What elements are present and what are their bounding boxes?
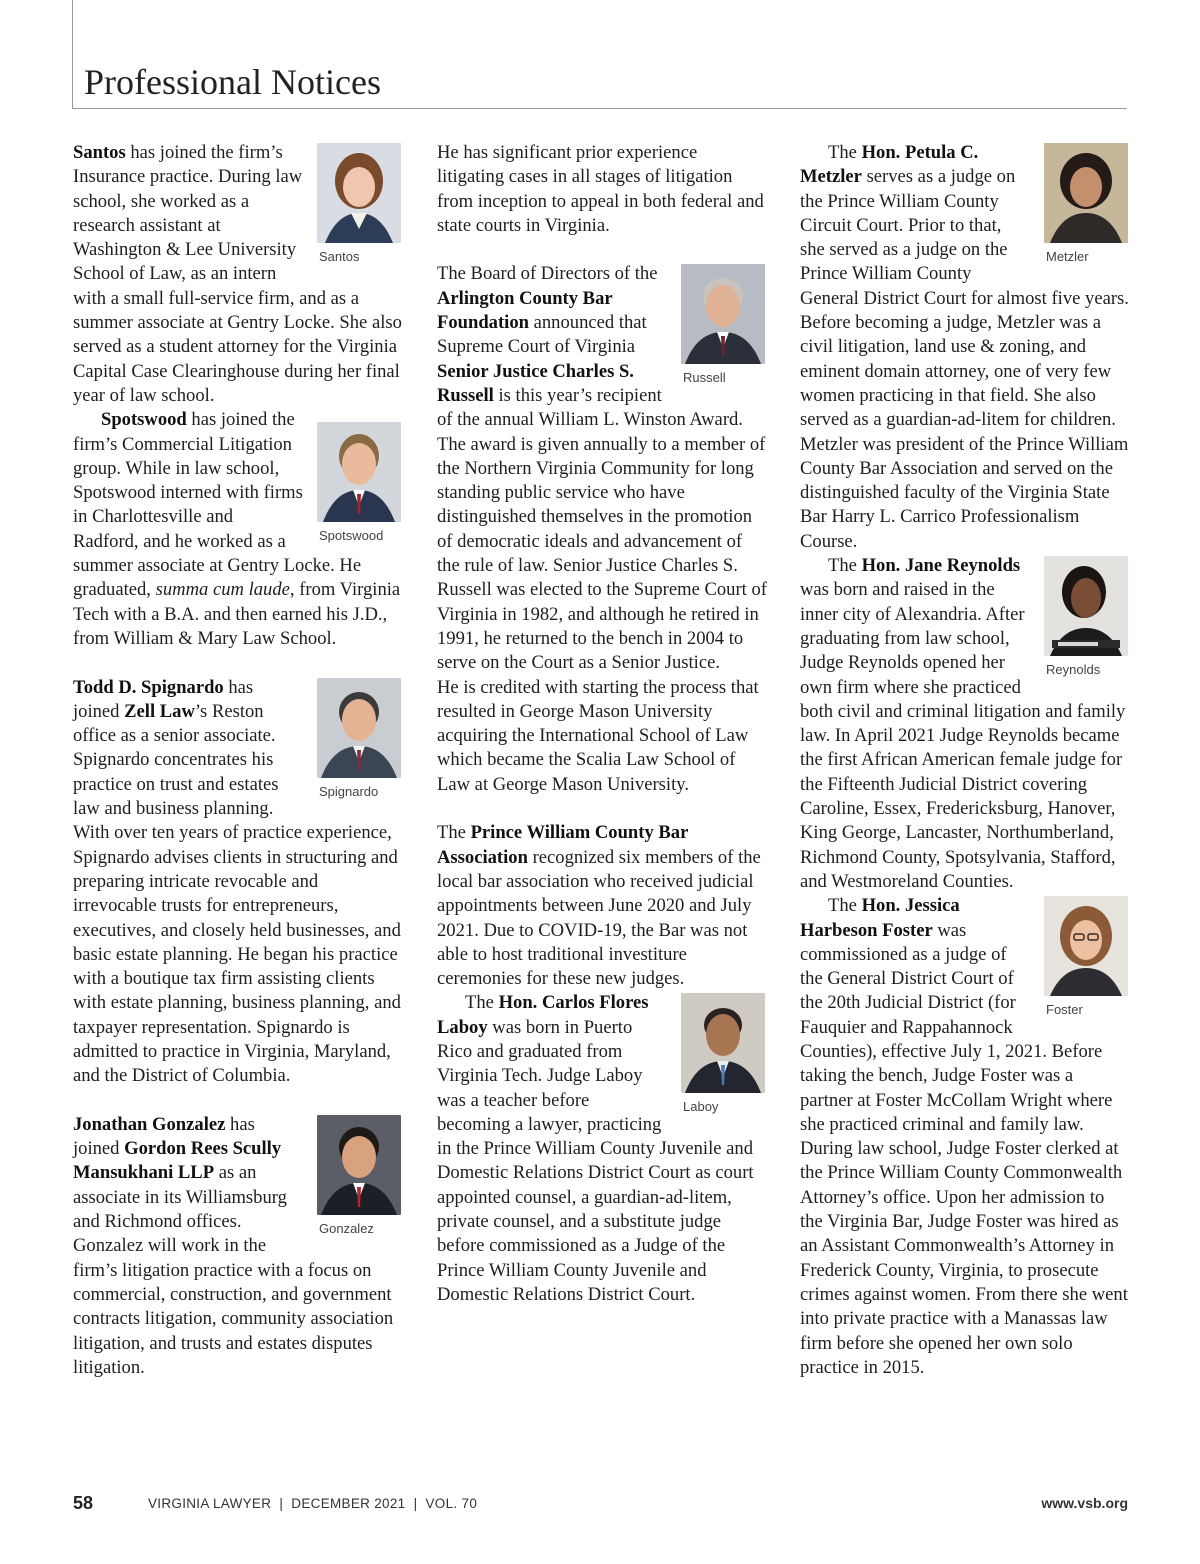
portrait-santos — [317, 143, 401, 271]
column-1 — [73, 141, 403, 1380]
portrait-spignardo — [317, 678, 401, 806]
notice-laboy: The Hon. Carlos Flores Laboy was born in Puerto Rico and graduated from Virginia Tech. Judge Laboy was a teacher before becoming a lawyer, practicing in the Prince William County Juvenile and Domestic Relations District Court as court appointed counsel, a guardian-ad-litem, private counsel, and a substitute judge before commissioned as a Judge of the Prince William County Juvenile and Domestic Relations District Court. — [437, 992, 754, 1305]
person-name: Senior Justice Charles S. Russell — [437, 360, 634, 406]
spotswood-photo — [317, 422, 401, 522]
notice-russell: The Board of Directors of the Arlington County Bar Foundation announced that Supreme Court of Virginia Senior Justice Charles S. Russell is this year’s recipient of the annual William L. Winston Award. The award is given annually to a member of the Northern Virginia Community for long standing public service who have distinguished themselves in the promotion of democratic ideals and advancement of the rule of law. Senior Justice Charles S. Russell was elected to the Supreme Court of Virginia in 1982, and although he retired in 1991, he returned to the bench in 2004 to serve on the Court as a Senior Justice. — [437, 263, 767, 674]
russell-photo — [681, 264, 765, 364]
org-name: Arlington County Bar Foundation — [437, 287, 613, 334]
firm-name: Gordon Rees Scully Mansukhani LLP — [73, 1138, 282, 1184]
portrait-foster — [1044, 896, 1128, 1024]
notice-russell-continued: He is credited with starting the process that resulted in George Mason University acquiring the International School of Law which became the Scalia Law School of Law at George Mason University. — [437, 676, 759, 795]
laboy-photo — [681, 993, 765, 1093]
portrait-spotswood — [317, 422, 401, 550]
person-name: Santos — [73, 142, 126, 163]
photo-caption: Gonzalez — [319, 1220, 374, 1236]
notice-continued: He has significant prior experience litigating cases in all stages of litigation from inception to appeal in both federal and state courts in Virginia. — [437, 142, 764, 236]
column-3 — [800, 141, 1130, 1380]
website-url: www.vsb.org — [1041, 1495, 1128, 1511]
photo-caption: Santos — [319, 249, 360, 264]
portrait-russell — [681, 264, 765, 392]
portrait-laboy — [681, 993, 765, 1121]
notice-reynolds: The Hon. Jane Reynolds was born and raised in the inner city of Alexandria. After graduating from law school, Judge Reynolds opened her own firm where she practiced both civil and criminal litigation and family law. In April 2021 Judge Reynolds became the first African American female judge for the Fifteenth Judicial District covering Caroline, Essex, Fredericksburg, Hanover, King George, Lancaster, Northumberland, Richmond County, Spotsylvania, Stafford, and Westmoreland Counties. — [800, 555, 1126, 892]
spignardo-photo — [317, 678, 401, 778]
firm-name: Zell Law — [124, 700, 195, 722]
page-number: 58 — [73, 1493, 94, 1513]
photo-caption: Reynolds — [1046, 662, 1101, 678]
photo-caption: Spotswood — [319, 528, 384, 544]
org-name: Prince William County Bar Association — [437, 822, 689, 868]
notice-santos: Santos has joined the firm’s Insurance practice. During law school, she worked as a research assistant at Washington & Lee University School of Law, as an intern with a small full-service firm, and as a summer associate at Gentry Locke. She also served as a student attorney for the Virginia Capital Case Clearinghouse during her final year of law school. — [73, 142, 402, 406]
reynolds-photo — [1044, 556, 1128, 656]
person-name: Spotswood — [101, 409, 187, 431]
column-2 — [437, 141, 767, 1307]
notice-pwcba: The Prince William County Bar Association recognized six members of the local bar association who received judicial appointments between June 2020 and July 2021. Due to COVID-19, the Bar was not able to host traditional investiture ceremonies for these new judges. — [437, 822, 761, 990]
foster-photo — [1044, 896, 1128, 996]
notice-metzler: The Hon. Petula C. Metzler serves as a judge on the Prince William County Circuit Court. Prior to that, she served as a judge on the Prince William County General District Court for almost five years. Before becoming a judge, Metzler was a civil litigation, land use & zoning, and eminent domain attorney, one of very few women practicing in that field. She also served as a guardian-ad-litem for children. Metzler was president of the Prince William County Bar Association and served on the distinguished faculty of the Virginia State Bar Harry L. Carrico Professionalism Course. — [800, 142, 1129, 552]
notice-gonzalez: Jonathan Gonzalez has joined Gordon Rees Scully Mansukhani LLP as an associate in its Williamsburg and Richmond offices. Gonzalez will work in the firm’s litigation practice with a focus on commercial, construction, and government contracts litigation, community association litigation, and trusts and estates disputes litigation. — [73, 1113, 394, 1378]
notice-foster: The Hon. Jessica Harbeson Foster was commissioned as a judge of the General District Court of the 20th Judicial District (for Fauquier and Rappahannock Counties), effective July 1, 2021. Before taking the bench, Judge Foster was a partner at Foster McCollam Wright where she practiced criminal and family law. During law school, Judge Foster clerked at the Prince William County Commonwealth Attorney’s office. Upon her admission to the Virginia Bar, Judge Foster was hired as an Assistant Commonwealth’s Attorney in Frederick County, Virginia, to prosecute crimes against women. From there she went into private practice with a Manassas law firm before she opened her own solo practice in 2015. — [800, 895, 1128, 1378]
notice-spotswood: Spotswood has joined the firm’s Commercial Litigation group. While in law school, Spotswood interned with firms in Charlottesville and Radford, and he worked as a summer associate at Gentry Locke. He graduated, summa cum laude, from Virginia Tech with a B.A. and then earned his J.D., from William & Mary Law School. — [73, 409, 401, 649]
photo-caption: Foster — [1046, 1002, 1083, 1018]
photo-caption: Laboy — [683, 1099, 719, 1115]
publication-info: VIRGINIA LAWYER | DECEMBER 2021 | VOL. 70 — [148, 1496, 478, 1511]
person-name: Hon. Carlos Flores Laboy — [437, 992, 649, 1038]
photo-caption: Metzler — [1046, 249, 1089, 264]
person-name: Hon. Jessica Harbeson Foster — [800, 895, 960, 941]
section-title: Professional Notices — [84, 62, 381, 102]
photo-caption: Spignardo — [319, 783, 379, 799]
page-footer — [73, 1493, 1128, 1515]
portrait-metzler — [1044, 143, 1128, 271]
header-rule-vertical — [72, 0, 73, 108]
person-name: Jonathan Gonzalez — [73, 1113, 226, 1135]
santos-photo — [317, 143, 401, 243]
gonzalez-photo — [317, 1115, 401, 1215]
portrait-reynolds — [1044, 556, 1128, 684]
person-name: Hon. Jane Reynolds — [861, 555, 1021, 577]
portrait-gonzalez — [317, 1115, 401, 1243]
notice-spignardo: Todd D. Spignardo has joined Zell Law’s Reston office as a senior associate. Spignardo concentrates his practice on trust and estates law and business planning. With over ten years of practice experience, Spignardo advises clients in structuring and preparing intricate revocable and irrevocable trusts for entrepreneurs, executives, and closely held businesses, and basic estate planning. He began his practice with a boutique tax firm assisting clients with estate planning, business planning, and taxpayer representation. Spignardo is admitted to practice in Virginia, Maryland, and the District of Columbia. — [73, 676, 401, 1087]
person-name: Hon. Petula C. Metzler — [800, 142, 979, 188]
header-rule-horizontal — [72, 108, 1127, 109]
metzler-photo — [1044, 143, 1128, 243]
photo-caption: Russell — [683, 370, 726, 386]
person-name: Todd D. Spignardo — [73, 676, 224, 698]
